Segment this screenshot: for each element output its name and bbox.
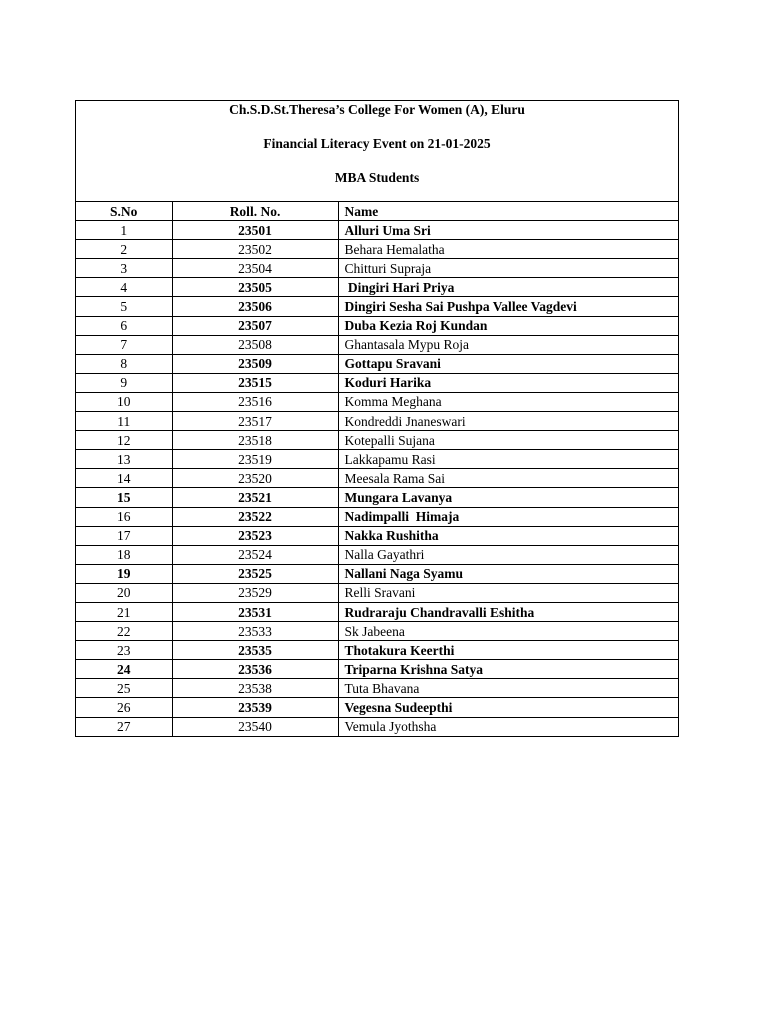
cell-sno: 26 [76, 698, 172, 717]
table-row [76, 717, 678, 736]
cell-student-name: Triparna Krishna Satya [338, 660, 678, 679]
table-row [76, 583, 678, 602]
cell-sno: 3 [76, 259, 172, 278]
cell-roll-no: 23501 [172, 221, 338, 240]
table-body [76, 221, 678, 736]
cell-student-name: Ghantasala Mypu Roja [338, 335, 678, 354]
cell-sno: 15 [76, 488, 172, 507]
table-row [76, 373, 678, 392]
cell-sno: 5 [76, 297, 172, 316]
cell-sno: 16 [76, 507, 172, 526]
cell-student-name: Behara Hemalatha [338, 240, 678, 259]
table-row [76, 297, 678, 316]
cell-sno: 22 [76, 622, 172, 641]
cell-student-name: Tuta Bhavana [338, 679, 678, 698]
table-row [76, 507, 678, 526]
students-table [76, 202, 678, 736]
cell-sno: 27 [76, 717, 172, 736]
cell-student-name: Lakkapamu Rasi [338, 450, 678, 469]
column-header-name: Name [338, 202, 678, 221]
cell-sno: 19 [76, 564, 172, 583]
table-row [76, 278, 678, 297]
cell-roll-no: 23525 [172, 564, 338, 583]
cell-sno: 6 [76, 316, 172, 335]
cell-sno: 17 [76, 526, 172, 545]
cell-student-name: Sk Jabeena [338, 622, 678, 641]
table-row [76, 660, 678, 679]
cell-roll-no: 23515 [172, 373, 338, 392]
table-row [76, 469, 678, 488]
cell-sno: 8 [76, 354, 172, 373]
table-row [76, 259, 678, 278]
cell-roll-no: 23536 [172, 660, 338, 679]
cell-roll-no: 23518 [172, 431, 338, 450]
cell-student-name: Nalla Gayathri [338, 545, 678, 564]
cell-student-name: Kotepalli Sujana [338, 431, 678, 450]
cell-student-name: Vemula Jyothsha [344, 719, 437, 735]
cell-student-name: Koduri Harika [338, 373, 678, 392]
table-row [76, 564, 678, 583]
cell-sno: 2 [76, 240, 172, 259]
cell-roll-no: 23504 [172, 259, 338, 278]
cell-sno: 4 [76, 278, 172, 297]
cell-sno: 24 [76, 660, 172, 679]
cell-sno: 1 [76, 221, 172, 240]
cell-student-name: Chitturi Supraja [338, 259, 678, 278]
cell-roll-no: 23539 [172, 698, 338, 717]
cell-roll-no: 23533 [172, 622, 338, 641]
event-title: Financial Literacy Event on 21-01-2025 [263, 136, 491, 151]
cell-student-name: Dingiri Hari Priya [338, 278, 678, 297]
column-header-roll: Roll. No. [172, 202, 338, 221]
cell-roll-no: 23517 [172, 412, 338, 431]
table-row [76, 488, 678, 507]
table-header-row [76, 202, 678, 221]
attendance-sheet [75, 100, 679, 737]
college-title: Ch.S.D.St.Theresa’s College For Women (A), Eluru [229, 102, 525, 117]
cell-roll-no: 23508 [172, 335, 338, 354]
cell-roll-no: 23523 [172, 526, 338, 545]
table-row [76, 240, 678, 259]
table-row [76, 392, 678, 411]
cell-student-name: Dingiri Sesha Sai Pushpa Vallee Vagdevi [338, 297, 678, 316]
cell-student-name: Duba Kezia Roj Kundan [338, 316, 678, 335]
cell-student-name: Vegesna Sudeepthi [338, 698, 678, 717]
cell-roll-no: 23521 [172, 488, 338, 507]
cell-student-name: Nallani Naga Syamu [338, 564, 678, 583]
table-row [76, 641, 678, 660]
cell-roll-no: 23538 [172, 679, 338, 698]
cell-student-name: Nadimpalli Himaja [338, 507, 678, 526]
sheet-header [76, 101, 678, 202]
cell-roll-no: 23519 [172, 450, 338, 469]
table-row [76, 622, 678, 641]
table-row [76, 602, 678, 621]
cell-roll-no: 23505 [172, 278, 338, 297]
cell-sno: 14 [76, 469, 172, 488]
cell-student-name: Thotakura Keerthi [338, 641, 678, 660]
cell-student-name: Gottapu Sravani [338, 354, 678, 373]
table-row [76, 679, 678, 698]
cell-roll-no: 23507 [172, 316, 338, 335]
cell-sno: 18 [76, 545, 172, 564]
cell-sno: 7 [76, 335, 172, 354]
cell-roll-no: 23529 [172, 583, 338, 602]
cell-roll-no: 23524 [172, 545, 338, 564]
cell-roll-no: 23531 [172, 602, 338, 621]
cell-roll-no: 23535 [172, 641, 338, 660]
cell-sno: 20 [76, 583, 172, 602]
table-row [76, 354, 678, 373]
cell-student-name: Relli Sravani [338, 583, 678, 602]
table-row [76, 431, 678, 450]
cell-roll-no: 23520 [172, 469, 338, 488]
cell-roll-no: 23509 [172, 354, 338, 373]
table-row [76, 221, 678, 240]
table-row [76, 526, 678, 545]
table-row [76, 545, 678, 564]
group-title: MBA Students [334, 170, 420, 185]
cell-sno: 11 [76, 412, 172, 431]
cell-student-name: Rudraraju Chandravalli Eshitha [338, 602, 678, 621]
cell-sno: 12 [76, 431, 172, 450]
cell-student-name: Mungara Lavanya [338, 488, 678, 507]
table-row [76, 698, 678, 717]
cell-roll-no: 23502 [172, 240, 338, 259]
cell-roll-no: 23506 [172, 297, 338, 316]
table-row [76, 335, 678, 354]
cell-roll-no: 23516 [172, 392, 338, 411]
cell-roll-no: 23540 [172, 717, 338, 736]
table-row [76, 450, 678, 469]
cell-sno: 13 [76, 450, 172, 469]
cell-sno: 25 [76, 679, 172, 698]
cell-sno: 10 [76, 392, 172, 411]
table-row [76, 412, 678, 431]
cell-roll-no: 23522 [172, 507, 338, 526]
cell-sno: 23 [76, 641, 172, 660]
table-row [76, 316, 678, 335]
cell-student-name: Komma Meghana [338, 392, 678, 411]
cell-student-name: Meesala Rama Sai [338, 469, 678, 488]
cell-sno: 9 [76, 373, 172, 392]
cell-student-name: Kondreddi Jnaneswari [338, 412, 678, 431]
cell-sno: 21 [76, 602, 172, 621]
cell-student-name: Nakka Rushitha [338, 526, 678, 545]
column-header-sno: S.No [76, 202, 172, 221]
cell-student-name: Alluri Uma Sri [338, 221, 678, 240]
